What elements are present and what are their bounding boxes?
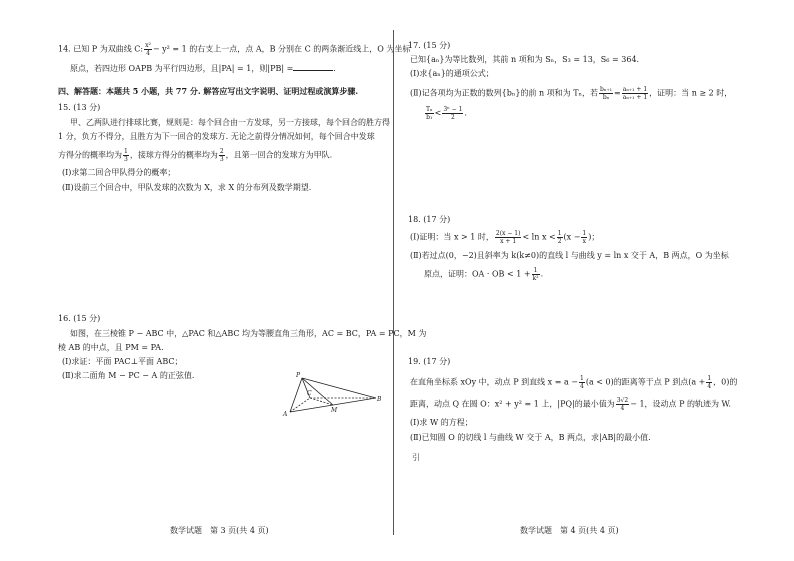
q19-frac2-num: 1 [707,375,712,382]
q18-text-d: )； [588,232,600,242]
q17-text-e: . [464,108,467,118]
q14-text-a: 14. 已知 P 为双曲线 C: [58,44,144,54]
q15-text-c: ，且第一回合的发球方为甲队. [225,150,333,160]
q19-text-d: 距离，动点 Q 在圆 O：x² + y² = 1 上，|PQ|的最小值为 [410,399,615,409]
q18-fraction-1 [495,230,522,245]
edge-ac [290,398,310,412]
q15-part1: (Ⅰ)求第二回合甲队得分的概率； [62,168,176,177]
q19-frac1-num: 1 [580,375,584,382]
q17-frac4-den: 2 [450,114,455,121]
label-m: M [331,407,338,414]
q19-part2: (Ⅱ)已知圆 O 的切线 l 与曲线 W 交于 A，B 两点，求|AB|的最小值. [410,433,651,442]
q15-text-a: 方得分的概率均为 [58,150,122,160]
q18-vector-expr: OA · OB < 1 + [472,269,531,279]
q19-frac1-den: 4 [580,383,584,390]
label-b: B [377,396,382,403]
q18-text-a: (Ⅰ)证明：当 x > 1 时， [410,232,494,242]
q16-part1: (Ⅰ)求证：平面 PAC⊥平面 ABC； [62,357,183,366]
label-p: P [296,372,301,379]
q18-text-e: 原点，证明： [424,269,472,279]
label-a: A [283,411,288,418]
q14-frac-den: 4 [146,50,150,57]
q18-text-f: . [540,269,544,279]
q17-fraction-1 [599,86,613,101]
q19-text-b: (a < 0)的距离等于点 P 到点(a + [585,377,706,387]
q18-text-b: < ln x < [522,232,556,242]
q18-fraction-4 [532,267,540,282]
q15-line2: 1 分，负方不得分，且胜方为下一回合的发球方. 无论之前得分情况如何，每个回合中发球 [58,132,375,141]
q17-fraction-2 [622,86,648,101]
q15-part2: (Ⅱ)设前三个回合中，甲队发球的次数为 X，求 X 的分布列及数学期望. [62,183,312,192]
q19-part1: (Ⅰ)求 W 的方程； [410,418,473,427]
q18-fraction-2 [557,230,563,245]
q15-frac2-den: 3 [219,156,224,163]
q17-fraction-4 [442,106,463,121]
q17-text-a: (Ⅱ)记各项均为正数的数列{bₙ}的前 n 项和为 Tₙ，若 [410,88,599,98]
q15-title: 15. (13 分) [58,103,101,112]
q17-part2 [410,86,732,101]
q19-text-e: − 1，设动点 P 的轨迹为 W. [630,399,731,409]
page-4 [396,0,794,561]
q18-part2: (Ⅱ)若过点(0，−2)且斜率为 k(k≠0)的直线 l 与曲线 y = ln x 交于 A，B 两点，O 为坐标 [410,251,729,260]
q19-text-a: 在直角坐标系 xOy 中，动点 P 到直线 x = a − [410,377,579,387]
q15-frac1-den: 3 [124,156,128,163]
q18-part1 [410,230,599,245]
column-divider [393,30,394,535]
q18-part2-cont [424,267,543,282]
q15-fraction-1 [123,148,129,163]
q17-frac1-den: bₙ [602,94,610,101]
q15-line3 [58,148,332,163]
q15-line1: 甲、乙两队进行排球比赛，规则是：每个回合由一方发球，另一方接球，每个回合的胜方得 [70,118,390,127]
q17-frac4-num: 3ⁿ − 1 [443,106,463,113]
q14-frac-num: x² [145,42,151,49]
q19-frac3-den: 4 [620,405,625,412]
q17-line1: 已知{aₙ}为等比数列，其前 n 项和为 Sₙ，S₃ = 13，S₆ = 364. [410,55,640,64]
q19-line1 [410,375,737,390]
q17-frac1-num: bₙ₊₁ [600,86,613,93]
q18-frac3-den: x [582,238,587,245]
q18-text-c: (x − [563,232,581,242]
label-c: C [307,390,312,397]
page-3-footer: 数学试题 第 3 页(共 4 页) [170,526,269,535]
page-4-footer: 数学试题 第 4 页(共 4 页) [520,526,619,535]
q14-text-b: − y² = 1 的右支上一点，点 A，B 分别在 C 的两条渐近线上，O 为坐标 [152,44,411,54]
q18-frac2-den: 2 [557,238,562,245]
q14-answer-blank[interactable] [293,62,333,71]
q16-part2: (Ⅱ)求二面角 M − PC − A 的正弦值. [62,371,195,380]
q19-text-c: ，0)的 [713,377,738,387]
q17-text-c: ，证明：当 n ≥ 2 时， [649,88,733,98]
q18-title: 18. (17 分) [408,215,451,224]
q19-title: 19. (17 分) [408,357,451,366]
q17-frac2-num: aₙ₊₁ + 1 [622,86,648,93]
q17-title: 17. (15 分) [408,41,451,50]
scan-mark: 引 [412,453,420,462]
edge-pa [290,378,302,412]
q18-frac3-num: 1 [582,230,587,237]
q18-frac2-num: 1 [557,230,562,237]
tetrahedron-figure [280,370,384,420]
q17-text-b: = [614,88,621,98]
q18-frac4-num: 1 [532,267,540,275]
q18-fraction-3 [581,230,587,245]
q14-line2 [70,62,336,74]
q16-line1: 如图，在三棱锥 P − ABC 中，△PAC 和△ABC 均为等腰直角三角形，AC = BC，PA = PC，M 为 [70,329,427,338]
q17-frac3-den: b₁ [426,114,433,121]
q17-fraction-3 [425,106,434,121]
q19-fraction-3 [616,397,629,412]
q14-text-d: . [333,64,336,73]
q18-frac1-den: x + 1 [500,238,517,245]
q14-text-c: 原点，若四边形 OAPB 为平行四边形，且|PA| = 1，则|PB| = [70,64,294,73]
q15-frac2-num: 2 [219,148,224,155]
q17-text-d: < [434,108,442,118]
q18-frac4-den: k² [532,275,539,282]
section-four-heading: 四、解答题：本题共 5 小题，共 77 分. 解答应写出文字说明、证明过程或演算步骤. [58,86,359,96]
q14-line1 [58,42,410,57]
q17-frac2-den: aₙ₊₁ + 1 [622,94,648,101]
q15-fraction-2 [219,148,225,163]
q19-line2 [410,397,731,412]
q17-frac3-num: Tₙ [426,106,433,113]
q16-line2: 棱 AB 的中点，且 PM = PA. [58,343,164,352]
q19-frac3-num: 3√2 [616,397,629,404]
q15-frac1-num: 1 [124,148,128,155]
q15-text-b: ，接球方得分的概率均为 [129,150,218,160]
q19-frac2-den: 4 [707,383,712,390]
q17-part2-cont [424,106,467,121]
q19-fraction-2 [706,375,712,390]
q18-frac1-num: 2(x − 1) [495,230,521,237]
q14-fraction [144,42,152,57]
q17-part1: (Ⅰ)求{aₙ}的通项公式； [410,69,494,78]
q16-title: 16. (15 分) [58,314,101,323]
q19-fraction-1 [579,375,585,390]
